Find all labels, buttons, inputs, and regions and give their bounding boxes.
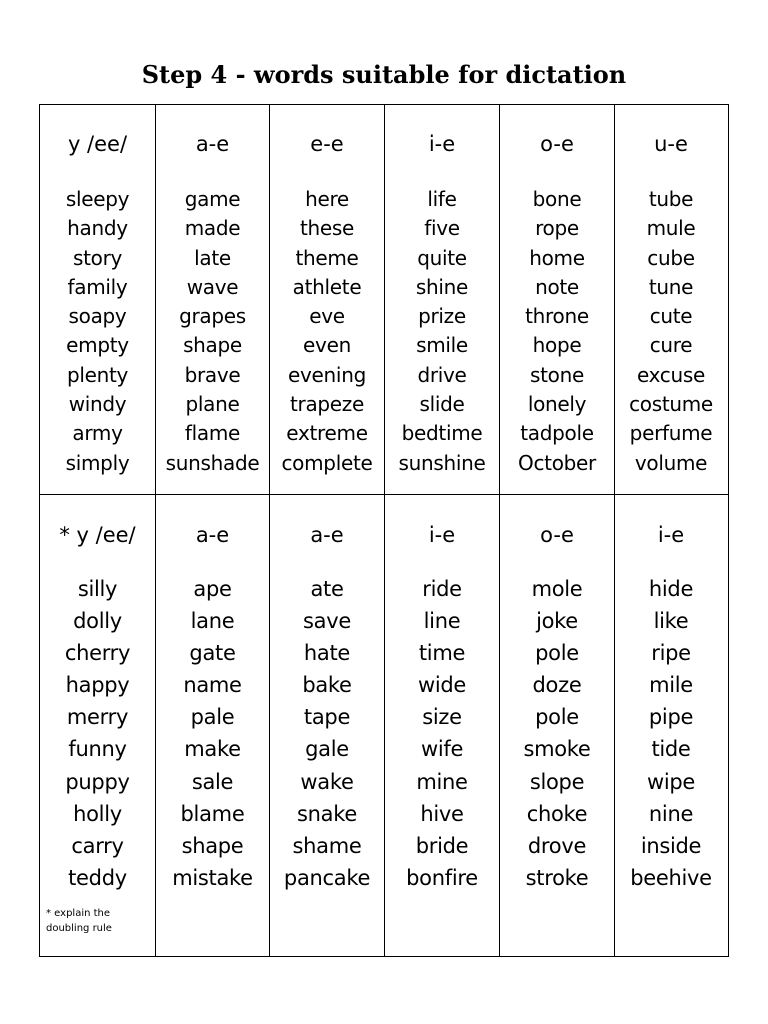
- word-item: ripe: [651, 641, 691, 666]
- word-list: [500, 573, 614, 894]
- word-item: blame: [180, 801, 245, 826]
- word-item: empty: [66, 333, 129, 358]
- word-item: carry: [71, 833, 124, 858]
- word-item: pole: [535, 641, 579, 666]
- word-item: late: [194, 245, 231, 270]
- word-item: slope: [529, 769, 585, 794]
- word-item: pole: [535, 705, 579, 730]
- word-item: shine: [415, 274, 469, 299]
- word-item: tape: [303, 705, 351, 730]
- column-heading: o-e: [540, 523, 574, 547]
- word-item: cherry: [64, 641, 131, 666]
- word-list: [500, 185, 614, 478]
- bottom-column: [269, 495, 384, 956]
- word-item: mile: [649, 673, 693, 698]
- word-item: cube: [647, 245, 695, 270]
- bottom-column: [499, 495, 614, 956]
- word-item: time: [418, 641, 466, 666]
- word-item: stroke: [525, 865, 589, 890]
- bottom-column: [40, 495, 155, 956]
- word-item: sunshade: [165, 450, 260, 475]
- word-item: beehive: [630, 865, 712, 890]
- word-item: army: [72, 421, 123, 446]
- word-item: brave: [184, 362, 241, 387]
- word-item: theme: [295, 245, 359, 270]
- word-item: smoke: [523, 737, 591, 762]
- word-item: lonely: [527, 392, 587, 417]
- word-item: wife: [420, 737, 464, 762]
- word-item: teddy: [68, 865, 127, 890]
- word-list: [270, 573, 384, 894]
- word-item: excuse: [636, 362, 706, 387]
- bottom-column: [614, 495, 727, 956]
- word-item: drive: [417, 362, 467, 387]
- word-list: [615, 185, 727, 478]
- top-column: [384, 105, 499, 494]
- word-item: happy: [65, 673, 130, 698]
- word-list: [40, 573, 155, 894]
- word-item: sunshine: [398, 450, 486, 475]
- word-item: mule: [646, 216, 696, 241]
- word-item: silly: [77, 577, 118, 601]
- word-item: eve: [309, 304, 345, 329]
- word-item: make: [184, 737, 241, 762]
- top-column: [499, 105, 614, 494]
- word-item: story: [72, 245, 123, 270]
- word-item: prize: [418, 304, 466, 329]
- word-item: puppy: [65, 769, 130, 794]
- word-list: [156, 185, 269, 478]
- word-item: hate: [303, 641, 351, 666]
- word-item: October: [518, 450, 596, 475]
- word-item: stone: [530, 362, 584, 387]
- page-title: Step 4 - words suitable for dictation: [141, 60, 627, 90]
- word-item: name: [183, 673, 242, 698]
- word-list: [270, 185, 384, 478]
- word-list: [156, 573, 269, 894]
- word-item: bake: [302, 673, 352, 698]
- top-section: [40, 105, 728, 495]
- word-item: bone: [532, 187, 582, 211]
- word-item: doze: [532, 673, 582, 698]
- word-item: choke: [526, 801, 588, 826]
- word-item: mistake: [172, 865, 253, 890]
- word-item: funny: [68, 737, 127, 762]
- word-item: gale: [305, 737, 349, 762]
- word-item: snake: [297, 801, 357, 826]
- word-list: [385, 573, 499, 894]
- column-heading: i-e: [657, 523, 685, 547]
- word-item: family: [67, 274, 128, 299]
- word-table: [39, 104, 729, 957]
- word-item: tube: [648, 187, 694, 211]
- word-item: pancake: [283, 865, 371, 890]
- word-item: bonfire: [406, 865, 478, 890]
- word-item: soapy: [68, 304, 127, 329]
- word-item: home: [529, 245, 585, 270]
- word-item: evening: [288, 362, 366, 387]
- word-list: [615, 573, 727, 894]
- word-item: grapes: [179, 304, 246, 329]
- word-item: drove: [527, 833, 587, 858]
- word-item: cure: [649, 333, 693, 358]
- word-item: size: [422, 705, 462, 730]
- word-item: wave: [186, 274, 239, 299]
- word-item: even: [303, 333, 351, 358]
- word-item: line: [423, 609, 461, 634]
- word-item: bedtime: [401, 421, 483, 446]
- word-item: wipe: [646, 769, 696, 794]
- footnote-line: doubling rule: [46, 923, 112, 934]
- column-heading: * y /ee/: [59, 523, 136, 547]
- word-item: mole: [531, 577, 583, 601]
- word-item: tadpole: [520, 421, 594, 446]
- word-item: merry: [66, 705, 129, 730]
- bottom-section: [40, 495, 728, 956]
- column-heading: u-e: [654, 132, 688, 156]
- top-column: [614, 105, 727, 494]
- word-item: complete: [281, 450, 373, 475]
- footnote-line: * explain the: [46, 908, 111, 919]
- word-item: inside: [640, 833, 702, 858]
- word-item: note: [535, 274, 579, 299]
- word-item: like: [653, 609, 689, 634]
- word-item: made: [184, 216, 241, 241]
- word-item: here: [305, 187, 349, 211]
- word-item: extreme: [286, 421, 368, 446]
- word-item: joke: [536, 609, 578, 634]
- word-item: costume: [629, 392, 713, 417]
- column-heading: a-e: [195, 132, 230, 156]
- word-item: dolly: [73, 609, 122, 634]
- footnote: [46, 906, 146, 936]
- word-item: ride: [422, 577, 462, 601]
- word-item: save: [303, 609, 351, 634]
- column-heading: e-e: [310, 132, 344, 156]
- word-item: trapeze: [289, 392, 365, 417]
- word-item: lane: [190, 609, 235, 634]
- word-item: perfume: [629, 421, 713, 446]
- word-item: flame: [184, 421, 241, 446]
- word-item: plenty: [66, 362, 129, 387]
- word-item: ape: [193, 577, 232, 601]
- column-heading: i-e: [428, 523, 456, 547]
- word-item: gate: [189, 641, 236, 666]
- column-heading: o-e: [540, 132, 574, 156]
- word-item: athlete: [292, 274, 362, 299]
- word-item: sale: [191, 769, 234, 794]
- word-item: nine: [648, 801, 694, 826]
- word-item: plane: [185, 392, 240, 417]
- word-item: holly: [73, 801, 122, 826]
- word-item: rope: [535, 216, 579, 241]
- word-item: five: [424, 216, 460, 241]
- word-item: handy: [67, 216, 128, 241]
- word-item: smile: [416, 333, 468, 358]
- word-item: shape: [181, 833, 244, 858]
- word-item: shame: [292, 833, 362, 858]
- word-item: windy: [68, 392, 127, 417]
- word-item: throne: [525, 304, 589, 329]
- top-column: [155, 105, 269, 494]
- word-item: cute: [649, 304, 693, 329]
- word-item: tide: [651, 737, 691, 762]
- word-item: quite: [417, 245, 467, 270]
- word-item: game: [184, 187, 241, 211]
- word-item: sleepy: [65, 187, 130, 211]
- top-column: [40, 105, 155, 494]
- bottom-column: [155, 495, 269, 956]
- word-item: life: [427, 187, 457, 211]
- word-item: mine: [416, 769, 468, 794]
- word-item: simply: [65, 450, 130, 475]
- word-item: these: [299, 216, 355, 241]
- column-heading: a-e: [310, 523, 344, 547]
- word-item: hive: [420, 801, 464, 826]
- word-list: [40, 185, 155, 478]
- word-item: hide: [648, 577, 694, 601]
- word-item: pipe: [648, 705, 694, 730]
- word-item: wake: [300, 769, 354, 794]
- column-heading: y /ee/: [67, 132, 128, 156]
- word-item: wide: [417, 673, 467, 698]
- word-item: ate: [310, 577, 344, 601]
- column-heading: a-e: [195, 523, 230, 547]
- word-item: volume: [634, 450, 708, 475]
- word-item: pale: [190, 705, 235, 730]
- top-column: [269, 105, 384, 494]
- word-item: tune: [648, 274, 694, 299]
- word-item: hope: [532, 333, 582, 358]
- bottom-column: [384, 495, 499, 956]
- word-item: slide: [419, 392, 465, 417]
- word-item: bride: [415, 833, 469, 858]
- word-item: shape: [183, 333, 242, 358]
- column-heading: i-e: [428, 132, 456, 156]
- word-list: [385, 185, 499, 478]
